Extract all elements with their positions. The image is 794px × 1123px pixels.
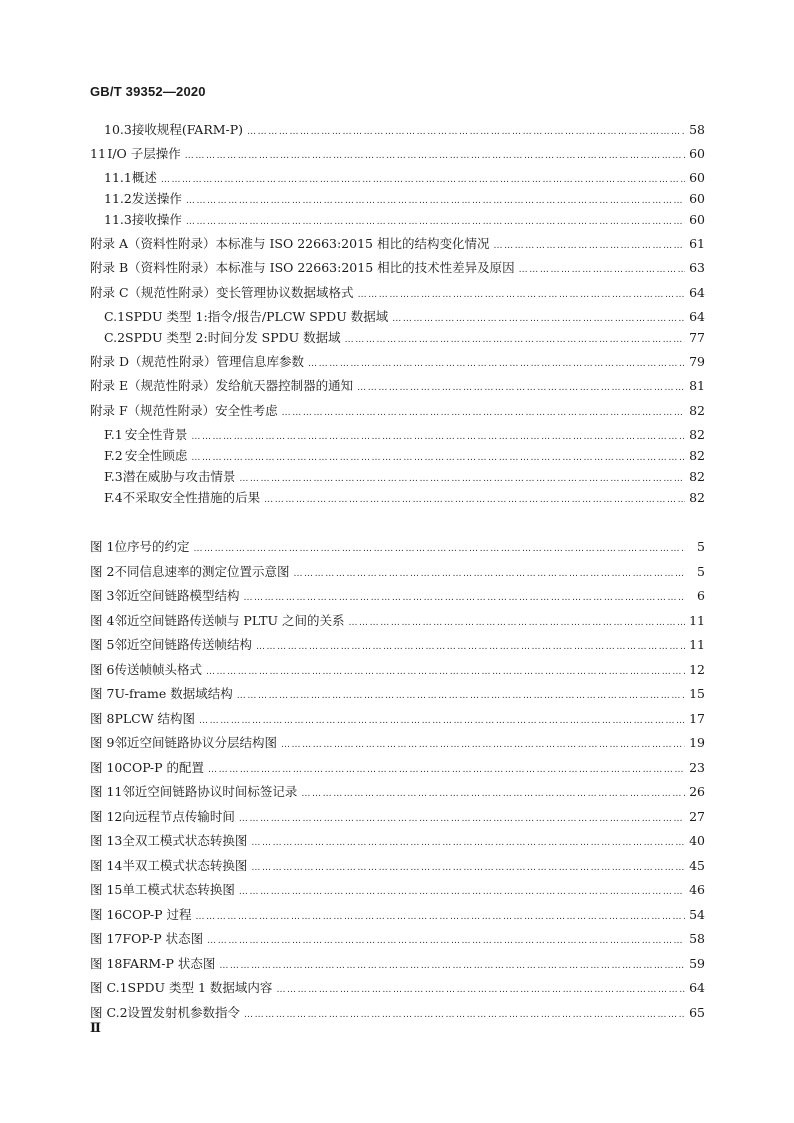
- figure-title: 向远程节点传输时间: [122, 809, 235, 824]
- figure-entry[interactable]: [90, 979, 705, 997]
- figure-entry[interactable]: [90, 661, 705, 679]
- section-page-number: 60: [689, 212, 705, 227]
- figure-entry[interactable]: [90, 857, 705, 875]
- section-number: 附录 B（资料性附录）: [90, 260, 216, 275]
- dot-leader: [208, 761, 685, 779]
- dot-leader: [239, 470, 685, 488]
- figure-number: 图 15: [90, 882, 123, 897]
- dot-leader: [256, 638, 685, 656]
- section-page-number: 82: [689, 469, 705, 484]
- section-page-number: 79: [689, 354, 705, 369]
- figure-number: 图 6: [90, 662, 115, 677]
- figure-title: 邻近空间链路协议时间标签记录: [122, 784, 298, 799]
- dot-leader: [276, 981, 685, 999]
- figure-number: 图 17: [90, 931, 123, 946]
- dot-leader: [348, 614, 685, 632]
- section-number: 附录 C（规范性附录）: [90, 285, 217, 300]
- section-page-number: 60: [689, 170, 705, 185]
- section-title: 潜在威胁与攻击情景: [122, 469, 236, 484]
- section-title: 安全性背景: [124, 427, 188, 442]
- section-entry[interactable]: [90, 145, 705, 163]
- figure-title: 传送帧帧头格式: [114, 662, 202, 677]
- dot-leader: [207, 932, 685, 950]
- section-title: 变长管理协议数据域格式: [216, 285, 354, 300]
- dot-leader: [191, 428, 685, 446]
- dot-leader: [358, 286, 685, 304]
- figure-entry[interactable]: [90, 685, 705, 703]
- section-page-number: 82: [689, 427, 705, 442]
- figure-title: 邻近空间链路模型结构: [114, 588, 240, 603]
- section-title: 本标准与 ISO 22663:2015 相比的结构变化情况: [215, 236, 490, 251]
- section-title: SPDU 类型 2:时间分发 SPDU 数据域: [125, 330, 341, 345]
- figure-page-number: 45: [689, 858, 705, 873]
- figure-page-number: 23: [689, 760, 705, 775]
- figure-number: 图 2: [90, 564, 115, 579]
- figure-entry[interactable]: [90, 759, 705, 777]
- section-title: SPDU 类型 1:指令/报告/PLCW SPDU 数据域: [125, 309, 389, 324]
- dot-leader: [243, 589, 685, 607]
- figure-title: FARM-P 状态图: [122, 956, 216, 971]
- figure-page-number: 12: [689, 662, 705, 677]
- figure-entry[interactable]: [90, 710, 705, 728]
- figure-entry[interactable]: [90, 930, 705, 948]
- dot-leader: [251, 859, 685, 877]
- figure-number: 图 18: [90, 956, 123, 971]
- section-page-number: 77: [689, 330, 705, 345]
- figure-entry[interactable]: [90, 538, 705, 556]
- section-entry[interactable]: [104, 169, 705, 187]
- dot-leader: [186, 192, 685, 210]
- section-number: 10.3: [104, 122, 132, 137]
- figure-page-number: 5: [697, 564, 705, 579]
- figure-entry[interactable]: [90, 832, 705, 850]
- figure-entry[interactable]: [90, 906, 705, 924]
- figure-title: FOP-P 状态图: [122, 931, 204, 946]
- figure-title: COP-P 过程: [122, 907, 192, 922]
- figure-entry[interactable]: [90, 563, 705, 581]
- figure-page-number: 11: [689, 637, 705, 652]
- figure-title: SPDU 类型 1 数据域内容: [127, 980, 273, 995]
- section-page-number: 82: [689, 490, 705, 505]
- figure-entry[interactable]: [90, 636, 705, 654]
- dot-leader: [293, 565, 685, 583]
- figure-number: 图 7: [90, 686, 115, 701]
- figure-entry[interactable]: [90, 612, 705, 630]
- dot-leader: [185, 147, 685, 165]
- section-entry[interactable]: [104, 211, 705, 229]
- figure-title: 全双工模式状态转换图: [122, 833, 248, 848]
- figure-page-number: 15: [689, 686, 705, 701]
- section-entry[interactable]: [104, 190, 705, 208]
- section-number: 附录 F（规范性附录）: [90, 403, 216, 418]
- section-number: F.4: [104, 490, 123, 505]
- figure-entry[interactable]: [90, 881, 705, 899]
- section-page-number: 63: [689, 260, 705, 275]
- dot-leader: [251, 834, 685, 852]
- dot-leader: [196, 908, 685, 926]
- section-page-number: 81: [689, 378, 705, 393]
- section-page-number: 58: [689, 122, 705, 137]
- dot-leader: [392, 310, 685, 328]
- dot-leader: [282, 404, 685, 422]
- figure-entry[interactable]: [90, 955, 705, 973]
- section-title: 发送操作: [131, 191, 182, 206]
- figure-entry[interactable]: [90, 808, 705, 826]
- figure-number: 图 14: [90, 858, 123, 873]
- section-number: 附录 A（资料性附录）: [90, 236, 216, 251]
- figure-number: 图 16: [90, 907, 123, 922]
- figure-title: PLCW 结构图: [114, 711, 196, 726]
- figure-page-number: 65: [689, 1005, 705, 1020]
- section-number: 11.1: [104, 170, 132, 185]
- figure-page-number: 11: [689, 613, 705, 628]
- figure-page-number: 5: [697, 539, 705, 554]
- section-title: 安全性顾虑: [124, 448, 188, 463]
- section-title: 不采取安全性措施的后果: [122, 490, 261, 505]
- dot-leader: [244, 1006, 685, 1024]
- dot-leader: [206, 663, 685, 681]
- dot-leader: [193, 540, 685, 558]
- section-number: 11.2: [104, 191, 132, 206]
- figure-entry[interactable]: [90, 587, 705, 605]
- figure-page-number: 17: [689, 711, 705, 726]
- figure-number: 图 5: [90, 637, 115, 652]
- section-title: 管理信息库参数: [216, 354, 305, 369]
- section-entry[interactable]: [90, 353, 705, 371]
- dot-leader: [191, 449, 685, 467]
- dot-leader: [199, 712, 685, 730]
- figure-number: 图 3: [90, 588, 115, 603]
- section-page-number: 82: [689, 448, 705, 463]
- figure-title: 半双工模式状态转换图: [122, 858, 248, 873]
- figure-entry[interactable]: [90, 783, 705, 801]
- figure-number: 图 8: [90, 711, 115, 726]
- section-entry[interactable]: [104, 426, 705, 444]
- dot-leader: [239, 810, 685, 828]
- figure-page-number: 58: [689, 931, 705, 946]
- section-entry[interactable]: [90, 402, 705, 420]
- figure-page-number: 6: [697, 588, 705, 603]
- section-entry[interactable]: [104, 447, 705, 465]
- figure-number: 图 10: [90, 760, 123, 775]
- dot-leader: [161, 171, 685, 189]
- dot-leader: [219, 957, 685, 975]
- section-entry[interactable]: [90, 284, 705, 302]
- section-page-number: 64: [689, 309, 705, 324]
- figure-page-number: 59: [689, 956, 705, 971]
- section-page-number: 64: [689, 285, 705, 300]
- dot-leader: [493, 237, 685, 255]
- figure-number: 图 1: [90, 539, 115, 554]
- figure-title: 单工模式状态转换图: [122, 882, 235, 897]
- figure-title: 不同信息速率的测定位置示意图: [114, 564, 290, 579]
- section-entry[interactable]: [90, 377, 705, 395]
- section-title: 接收操作: [131, 212, 182, 227]
- section-title: 接收规程(FARM-P): [131, 122, 244, 137]
- figure-title: 邻近空间链路传送帧结构: [114, 637, 252, 652]
- section-entry[interactable]: [104, 329, 705, 347]
- dot-leader: [301, 785, 685, 803]
- standard-code: GB/T 39352—2020: [90, 84, 206, 99]
- figure-title: 位序号的约定: [114, 539, 190, 554]
- dot-leader: [519, 261, 685, 279]
- section-entry[interactable]: [104, 489, 705, 507]
- section-number: 11: [90, 146, 106, 161]
- section-number: F.1: [104, 427, 123, 442]
- dot-leader: [308, 355, 685, 373]
- dot-leader: [281, 736, 685, 754]
- section-page-number: 61: [689, 236, 705, 251]
- figure-number: 图 11: [90, 784, 123, 799]
- dot-leader: [186, 213, 685, 231]
- figure-page-number: 46: [689, 882, 705, 897]
- figure-number: 图 12: [90, 809, 123, 824]
- section-title: 安全性考虑: [215, 403, 278, 418]
- dot-leader: [264, 491, 685, 509]
- figure-title: COP-P 的配置: [122, 760, 205, 775]
- figure-page-number: 27: [689, 809, 705, 824]
- figure-number: 图 4: [90, 613, 115, 628]
- dot-leader: [357, 379, 685, 397]
- figure-page-number: 40: [689, 833, 705, 848]
- figure-title: 邻近空间链路传送帧与 PLTU 之间的关系: [114, 613, 345, 628]
- page-number: Ⅱ: [90, 1021, 101, 1036]
- figure-page-number: 19: [689, 735, 705, 750]
- figure-number: 图 13: [90, 833, 123, 848]
- section-title: 发给航天器控制器的通知: [215, 378, 354, 393]
- section-page-number: 82: [689, 403, 705, 418]
- section-title: 概述: [131, 170, 157, 185]
- figure-entry[interactable]: [90, 1004, 705, 1022]
- figure-number: 图 9: [90, 735, 115, 750]
- section-entry[interactable]: [104, 308, 705, 326]
- section-page-number: 60: [689, 191, 705, 206]
- section-entry[interactable]: [104, 121, 705, 139]
- dot-leader: [247, 123, 685, 141]
- figure-entry[interactable]: [90, 734, 705, 752]
- dot-leader: [345, 331, 685, 349]
- figure-number: 图 C.2: [90, 1005, 128, 1020]
- figure-title: U-frame 数据域结构: [114, 686, 233, 701]
- section-number: C.1: [104, 309, 126, 324]
- section-number: 附录 D（规范性附录）: [90, 354, 217, 369]
- section-number: C.2: [104, 330, 126, 345]
- section-number: 11.3: [104, 212, 132, 227]
- section-number: F.2: [104, 448, 123, 463]
- section-entry[interactable]: [90, 235, 705, 253]
- figure-number: 图 C.1: [90, 980, 128, 995]
- section-number: F.3: [104, 469, 123, 484]
- dot-leader: [239, 883, 685, 901]
- figure-page-number: 26: [689, 784, 705, 799]
- section-title: 本标准与 ISO 22663:2015 相比的技术性差异及原因: [215, 260, 515, 275]
- section-entry[interactable]: [104, 468, 705, 486]
- figure-page-number: 54: [689, 907, 705, 922]
- figure-title: 邻近空间链路协议分层结构图: [114, 735, 277, 750]
- dot-leader: [237, 687, 685, 705]
- figure-page-number: 64: [689, 980, 705, 995]
- section-title: I/O 子层操作: [107, 146, 181, 161]
- section-number: 附录 E（规范性附录）: [90, 378, 216, 393]
- section-page-number: 60: [689, 146, 705, 161]
- figure-title: 设置发射机参数指令: [127, 1005, 241, 1020]
- section-entry[interactable]: [90, 259, 705, 277]
